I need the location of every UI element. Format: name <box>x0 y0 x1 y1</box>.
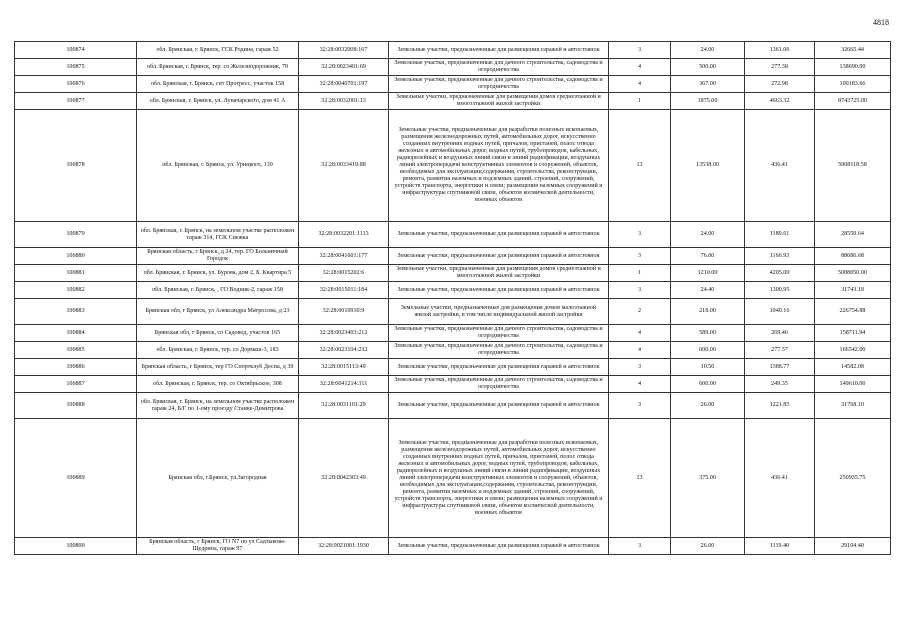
row-id-cell: 100882 <box>15 282 137 299</box>
rate-cell: 4663.32 <box>745 93 815 110</box>
land-use-cell: Земельные участки, предназначенные для размещения гаражей и автостоянок <box>389 393 609 419</box>
cadastral-number-cell: 32:28:0023403:212 <box>299 325 389 342</box>
group-cell: 3 <box>609 248 671 265</box>
cadastral-number-cell: 32:28:0032201:1113 <box>299 222 389 248</box>
land-use-cell: Земельные участки, предназначенные для разработки полезных ископаемых, размещения железнодорожных путей, автомобильных дорог, искусственно созданных внутренних водных путей, причалов, пристаней, полос отвода железных и автомобильных дорог, водных путей, трубопроводов, кабельных, радиорелейных и воздушных линий связи и линий радиофикации, воздушных линий электропередачи конструктивных элементов и сооружений, объектов, необходимых для эксплуатации,содержания, строительства, реконструкции, ремонта, развития наземных и подземных зданий, строений, сооружений, устройств транспорта, энергетики и связи; размещения наземных сооружений и инфраструктуры спутниковой связи, объектов космической деятельности, военных объектов <box>389 419 609 538</box>
address-cell: обл. Брянская, г. Брянск, на земельном участке расположен гараж 314, ГСК Снежка <box>137 222 299 248</box>
rate-cell: 4205.00 <box>745 265 815 282</box>
row-id-cell: 100884 <box>15 325 137 342</box>
row-id-cell: 100877 <box>15 93 137 110</box>
cadastral-value-cell: 149610.00 <box>815 376 891 393</box>
row-id-cell: 100890 <box>15 538 137 555</box>
cadastral-value-cell: 14582.08 <box>815 359 891 376</box>
group-cell: 3 <box>609 393 671 419</box>
cadastral-number-cell: 32:28:0032001:13 <box>299 93 389 110</box>
table-row <box>15 282 891 299</box>
cadastral-number-cell: 32:28:0010910:9 <box>299 299 389 325</box>
row-id-cell: 100883 <box>15 299 137 325</box>
address-cell: обл. Брянская, г. Брянск, ГСК Родина, гараж 52 <box>137 42 299 59</box>
area-cell: 500.00 <box>671 59 745 76</box>
group-cell: 3 <box>609 222 671 248</box>
cadastral-number-cell: 32:28:0015202:6 <box>299 265 389 282</box>
table-row <box>15 76 891 93</box>
area-cell: 589.00 <box>671 325 745 342</box>
row-id-cell: 100880 <box>15 248 137 265</box>
address-cell: Брянская область, г Брянск, д 24, тер. ГО Больничный Городок <box>137 248 299 265</box>
group-cell: 2 <box>609 299 671 325</box>
table-row <box>15 538 891 555</box>
table-row <box>15 325 891 342</box>
table-row <box>15 110 891 222</box>
address-cell: Брянская обл, г.Брянск, ул.Загородная <box>137 419 299 538</box>
area-cell: 24.00 <box>671 222 745 248</box>
area-cell: 367.00 <box>671 76 745 93</box>
group-cell: 3 <box>609 359 671 376</box>
cadastral-value-cell: 166542.00 <box>815 342 891 359</box>
area-cell: 375.00 <box>671 419 745 538</box>
address-cell: обл. Брянская, г. Брянск, ул. Бурова, дом 2, Б. Квартира 5 <box>137 265 299 282</box>
row-id-cell: 100886 <box>15 359 137 376</box>
table-row <box>15 42 891 59</box>
cadastral-value-cell: 88686.68 <box>815 248 891 265</box>
row-id-cell: 100888 <box>15 393 137 419</box>
cadastral-value-cell: 5088050.00 <box>815 265 891 282</box>
table-row <box>15 342 891 359</box>
land-use-cell: Земельные участки, предназначенные для размещения гаражей и автостоянок <box>389 538 609 555</box>
rate-cell: 249.35 <box>745 376 815 393</box>
rate-cell: 1119.40 <box>745 538 815 555</box>
group-cell: 13 <box>609 110 671 222</box>
address-cell: обл. Брянская, г. Брянск, на земельном участке расположен гараж 24, Б/Г по 1-ому проезду Станке-Димитрова <box>137 393 299 419</box>
address-cell: обл. Брянская, г. Брянск, снт Прогресс, участок 158 <box>137 76 299 93</box>
area-cell: 218.00 <box>671 299 745 325</box>
rate-cell: 1221.85 <box>745 393 815 419</box>
area-cell: 600.00 <box>671 342 745 359</box>
land-use-cell: Земельные участки, предназначенные для дачного строительства, садоводства и огородничества <box>389 376 609 393</box>
cadastral-number-cell: 32:28:0042303:49 <box>299 419 389 538</box>
land-use-cell: Земельные участки, предназначенные для размещения гаражей и автостоянок <box>389 282 609 299</box>
group-cell: 4 <box>609 342 671 359</box>
rate-cell: 277.38 <box>745 59 815 76</box>
area-cell: 26.00 <box>671 538 745 555</box>
cadastral-number-cell: 32:28:0032008:167 <box>299 42 389 59</box>
rate-cell: 272.98 <box>745 76 815 93</box>
address-cell: обл. Брянская, г. Брянск, , ГО Водник-2, гараж 158 <box>137 282 299 299</box>
table-row <box>15 299 891 325</box>
cadastral-value-table <box>14 41 891 555</box>
address-cell: обл. Брянская, г. Брянск, ул. Луначарского, дом 41 А <box>137 93 299 110</box>
rate-cell: 1388.77 <box>745 359 815 376</box>
cadastral-value-cell: 29104.40 <box>815 538 891 555</box>
group-cell: 13 <box>609 419 671 538</box>
row-id-cell: 100879 <box>15 222 137 248</box>
address-cell: обл. Брянская, г. Брянск, тер. со Дормаш-3, 183 <box>137 342 299 359</box>
row-id-cell: 100881 <box>15 265 137 282</box>
group-cell: 3 <box>609 42 671 59</box>
cadastral-number-cell: 32:28:0041601:177 <box>299 248 389 265</box>
group-cell: 3 <box>609 282 671 299</box>
rate-cell: 1040.16 <box>745 299 815 325</box>
group-cell: 4 <box>609 376 671 393</box>
address-cell: обл. Брянская, г. Брянск, тер. со Октябрьское, 308 <box>137 376 299 393</box>
rate-cell: 269.46 <box>745 325 815 342</box>
area-cell: 24.40 <box>671 282 745 299</box>
cadastral-value-cell: 28550.64 <box>815 222 891 248</box>
address-cell: обл. Брянская, г. Брянск, тер. со Железнодорожник, 79 <box>137 59 299 76</box>
address-cell: Брянская обл, г Брянск, ул Александра Матросова, д 23 <box>137 299 299 325</box>
cadastral-value-cell: 158711.94 <box>815 325 891 342</box>
row-id-cell: 100885 <box>15 342 137 359</box>
land-use-cell: Земельные участки, предназначенные для дачного строительства, садоводства и огородничества <box>389 325 609 342</box>
land-use-cell: Земельные участки, предназначенные для размещения домов среднеэтажной и многоэтажной жилой застройки <box>389 93 609 110</box>
table-row <box>15 376 891 393</box>
land-use-cell: Земельные участки, предназначенные для размещения гаражей и автостоянок <box>389 222 609 248</box>
land-use-cell: Земельные участки, предназначенные для размещения домов малоэтажной жилой застройки, в том числе индивидуальной жилой застройки <box>389 299 609 325</box>
cadastral-value-cell: 138690.00 <box>815 59 891 76</box>
table-row <box>15 393 891 419</box>
rate-cell: 1166.93 <box>745 248 815 265</box>
cadastral-number-cell: 32:28:0033419:88 <box>299 110 389 222</box>
group-cell: 3 <box>609 538 671 555</box>
cadastral-value-cell: 31768.10 <box>815 393 891 419</box>
cadastral-number-cell: 32:28:0023401:69 <box>299 59 389 76</box>
land-use-cell: Земельные участки, предназначенные для размещения домов среднеэтажной и многоэтажной жилой застройки <box>389 265 609 282</box>
land-use-cell: Земельные участки, предназначенные для размещения гаражей и автостоянок <box>389 359 609 376</box>
area-cell: 26.00 <box>671 393 745 419</box>
cadastral-value-cell: 8743725.00 <box>815 93 891 110</box>
address-cell: Брянская область, г Брянск, тер ГО Спортклуб Десна, д 39 <box>137 359 299 376</box>
table-row <box>15 359 891 376</box>
cadastral-number-cell: 32:28:0031101:29 <box>299 393 389 419</box>
rate-cell: 1189.61 <box>745 222 815 248</box>
rate-cell: 1300.95 <box>745 282 815 299</box>
group-cell: 4 <box>609 325 671 342</box>
land-use-cell: Земельные участки, предназначенные для размещения гаражей и автостоянок <box>389 42 609 59</box>
rate-cell: 277.57 <box>745 342 815 359</box>
land-use-cell: Земельные участки, предназначенные для дачного строительства, садоводства и огородничества <box>389 59 609 76</box>
table-row <box>15 222 891 248</box>
area-cell: 24.00 <box>671 42 745 59</box>
address-cell: Брянская обл, г Брянск, со Садовод, участок 165 <box>137 325 299 342</box>
area-cell: 600.00 <box>671 376 745 393</box>
cadastral-value-cell: 5908118.58 <box>815 110 891 222</box>
area-cell: 13538.00 <box>671 110 745 222</box>
page-number: 4818 <box>873 18 889 27</box>
row-id-cell: 100887 <box>15 376 137 393</box>
cadastral-value-cell: 100183.66 <box>815 76 891 93</box>
cadastral-value-cell: 32665.44 <box>815 42 891 59</box>
land-use-cell: Земельные участки, предназначенные для дачного строительства, садоводства и огородничества <box>389 342 609 359</box>
area-cell: 76.00 <box>671 248 745 265</box>
rate-cell: 436.41 <box>745 110 815 222</box>
cadastral-number-cell: 32:28:0041214:311 <box>299 376 389 393</box>
address-cell: Брянская область, г Брянск, ГО N7 по ул Садтыкова-Щедрина, гараж 97 <box>137 538 299 555</box>
cadastral-value-cell: 226754.88 <box>815 299 891 325</box>
group-cell: 4 <box>609 76 671 93</box>
group-cell: 4 <box>609 59 671 76</box>
table-row <box>15 265 891 282</box>
cadastral-value-cell: 31743.18 <box>815 282 891 299</box>
area-cell: 10.50 <box>671 359 745 376</box>
group-cell: 1 <box>609 93 671 110</box>
cadastral-value-cell: 250935.75 <box>815 419 891 538</box>
table-row <box>15 419 891 538</box>
group-cell: 1 <box>609 265 671 282</box>
cadastral-number-cell: 32:28:0015011:184 <box>299 282 389 299</box>
cadastral-number-cell: 32:28:0021001:1930 <box>299 538 389 555</box>
cadastral-number-cell: 32:28:0015113:49 <box>299 359 389 376</box>
land-use-cell: Земельные участки, предназначенные для дачного строительства, садоводства и огородничества <box>389 76 609 93</box>
row-id-cell: 100889 <box>15 419 137 538</box>
land-use-cell: Земельные участки, предназначенные для размещения гаражей и автостоянок <box>389 248 609 265</box>
cadastral-number-cell: 32:28:0023104:232 <box>299 342 389 359</box>
row-id-cell: 100875 <box>15 59 137 76</box>
area-cell: 1210.00 <box>671 265 745 282</box>
rate-cell: 436.41 <box>745 419 815 538</box>
area-cell: 1875.00 <box>671 93 745 110</box>
address-cell: обл. Брянская, г. Брянск, ул. Урицкого, 139 <box>137 110 299 222</box>
table-row <box>15 93 891 110</box>
row-id-cell: 100876 <box>15 76 137 93</box>
table-row <box>15 248 891 265</box>
table-row <box>15 59 891 76</box>
rate-cell: 1361.06 <box>745 42 815 59</box>
cadastral-number-cell: 32:28:0040701:197 <box>299 76 389 93</box>
row-id-cell: 100874 <box>15 42 137 59</box>
land-use-cell: Земельные участки, предназначенные для разработки полезных ископаемых, размещения железнодорожных путей, автомобильных дорог, искусственно созданных внутренних водных путей, причалов, пристаней, полос отвода железных и автомобильных дорог, водных путей, трубопроводов, кабельных, радиорелейных и воздушных линий связи и линий радиофикации, воздушных линий электропередачи конструктивных элементов и сооружений, объектов, необходимых для эксплуатации,содержания, строительства, реконструкции, ремонта, развития наземных и подземных зданий, строений, сооружений, устройств транспорта, энергетики и связи; размещения наземных сооружений и инфраструктуры спутниковой связи, объектов космической деятельности, военных объектов <box>389 110 609 222</box>
row-id-cell: 100878 <box>15 110 137 222</box>
